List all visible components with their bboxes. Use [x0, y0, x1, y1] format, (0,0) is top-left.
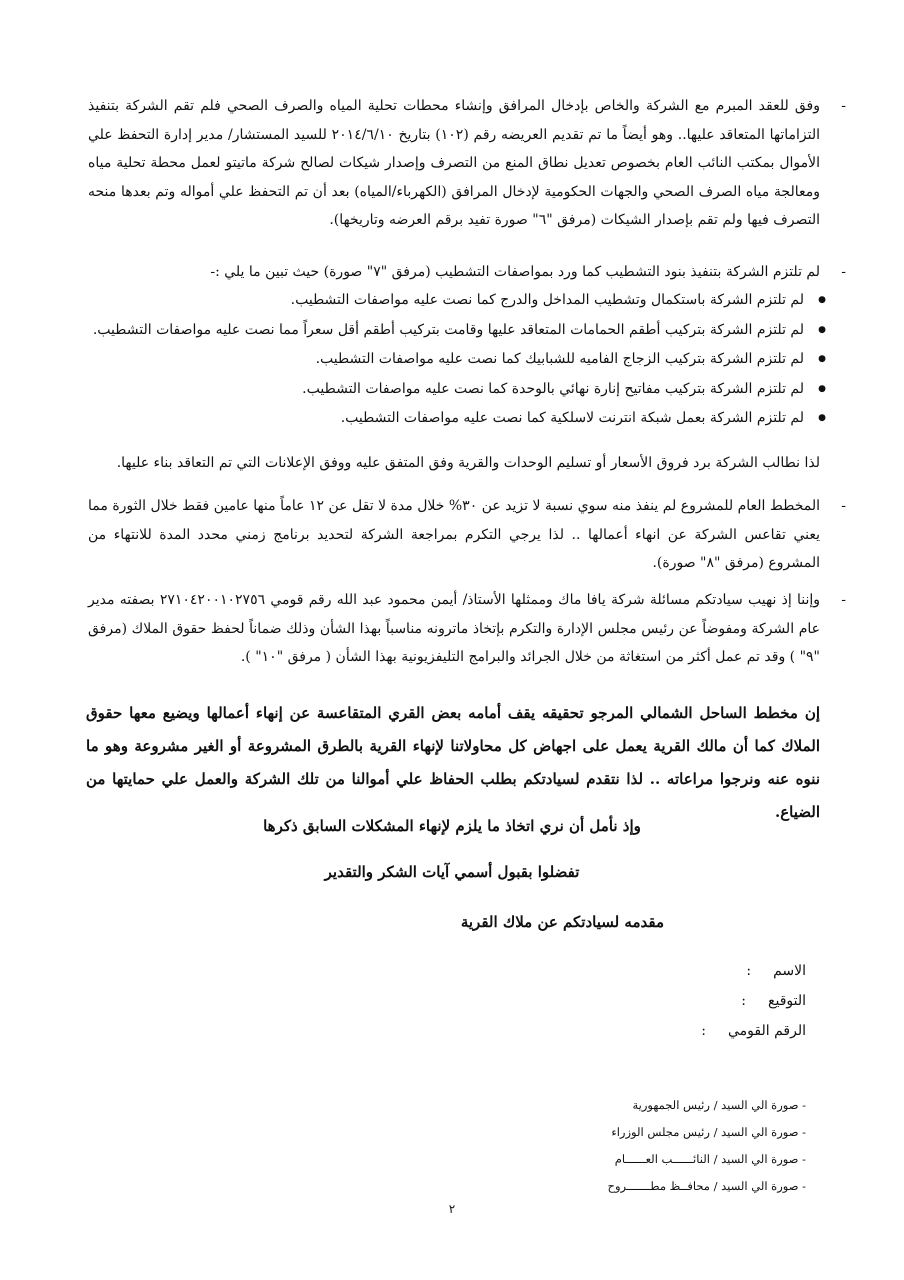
- clause-finishing-specs: - لم تلتزم الشركة بتنفيذ بنود التشطيب كما ورد بمواصفات التشطيب (مرفق "٧" صورة) حيث تبين ما يلي :-: [88, 258, 820, 287]
- cc-item: - صورة الي السيد / رئيس مجلس الوزراء: [611, 1125, 806, 1139]
- submitted-by: مقدمه لسيادتكم عن ملاك القرية: [460, 913, 664, 931]
- list-item: ● لم تلتزم الشركة باستكمال وتشطيب المداخل والدرج كما نصت عليه مواصفات التشطيب.: [84, 286, 804, 316]
- list-item: ● لم تلتزم الشركة بتركيب مفاتيح إنارة نهائي بالوحدة كما نصت عليه مواصفات التشطيب.: [84, 375, 804, 405]
- cc-item: - صورة الي السيد / محافــظ مطـــــــروح: [607, 1179, 806, 1193]
- colon: :: [741, 993, 747, 1009]
- signature-field: [741, 986, 806, 1016]
- colon: :: [746, 963, 752, 979]
- list-item: ● لم تلتزم الشركة بعمل شبكة انترنت لاسلكية كما نصت عليه مواصفات التشطيب.: [84, 404, 804, 434]
- cc-item: - صورة الي السيد / رئيس الجمهورية: [632, 1098, 806, 1112]
- colon: :: [701, 1023, 707, 1039]
- signature-label: التوقيع: [768, 993, 806, 1009]
- closing-thanks: تفضلوا بقبول أسمي آيات الشكر والتقدير: [324, 863, 580, 881]
- clause-accountability: - وإننا إذ نهيب سيادتكم مسائلة شركة يافا ماك وممثلها الأستاذ/ أيمن محمود عبد الله رقم قومي ٢٧١٠٤٢٠٠١٠٢٧٥٦ بصفته مدير عام الشركة ومفوضاً عن رئيس مجلس الإدارة والتكرم بإتخاذ ماترونه مناسباً بهذا الشأن وذلك ضماناً لحفظ حقوق الملاك (مرفق "٩" ) وقد تم عمل أكثر من استغاثة من خلال الجرائد والبرامج التليفزيونية بهذا الشأن ( مرفق "١٠" ).: [88, 586, 820, 672]
- list-item: ● لم تلتزم الشركة بتركيب الزجاج الفاميه للشبابيك كما نصت عليه مواصفات التشطيب.: [84, 345, 804, 375]
- page-number: ٢: [448, 1202, 456, 1216]
- copies-to-list: [608, 1092, 806, 1200]
- clause-master-plan: - المخطط العام للمشروع لم ينفذ منه سوي نسبة لا تزيد عن ٣٠% خلال مدة لا تقل عن ١٢ عاماً منها عامين فقط خلال الثورة مما يعني تقاعس الشركة عن انهاء أعمالها .. لذا يرجي التكرم بمراجعة الشركة لتحديد برنامج زمني محدد المدة للانتهاء من المشروع (مرفق "٨" صورة).: [88, 492, 820, 578]
- name-field: [746, 956, 806, 986]
- clause-contract-utilities: - وفق للعقد المبرم مع الشركة والخاص بإدخال المرافق وإنشاء محطات تحلية المياه والصرف الصحي فلم تقم الشركة بتنفيذ التزاماتها المتعاقد عليها.. وهو أيضاً ما تم تقديم العريضه رقم (١٠٢) بتاريخ ٢٠١٤/٦/١٠ للسيد المستشار/ مدير إدارة التحفظ علي الأموال بمكتب النائب العام بخصوص تعديل نطاق المنع من التصرف وإصدار شيكات لصالح شركة ماتيتو لعمل محطة تحلية مياه ومعالجة مياه الصرف الصحي والجهات الحكومية لإدخال المرافق (الكهرباء/المياه) بعد أن تم التحفظ علي أمواله وتم بعدها منحه التصرف فيها ولم تقم بإصدار الشيكات (مرفق "٦" صورة تفيد برقم العرضه وتاريخها).: [88, 92, 820, 235]
- closing-request: وإذ نأمل أن نري اتخاذ ما يلزم لإنهاء المشكلات السابق ذكرها: [263, 817, 641, 835]
- north-coast-paragraph: إن مخطط الساحل الشمالي المرجو تحقيقه يقف أمامه بعض القري المتقاعسة عن إنهاء أعمالها ويضيع معها حقوق الملاك كما أن مالك القرية يعمل على اجهاض كل محاولاتنا لإنهاء القرية بالطرق المشروعة أو الغير مشروعة وهو ما ننوه عنه ونرجوا مراعاته .. لذا نتقدم لسيادتكم بطلب الحفاظ علي أموالنا من تلك الشركة والعمل علي حمايتها من الضياع.: [86, 704, 820, 821]
- cc-item: - صورة الي السيد / النائــــــب العــــــام: [614, 1152, 806, 1166]
- name-label: الاسم: [773, 963, 806, 979]
- national-id-label: الرقم القومي: [728, 1023, 806, 1039]
- demand-line: لذا نطالب الشركة برد فروق الأسعار أو تسليم الوحدات والقرية وفق المتفق عليه ووفق الإعلانات التي تم التعاقد بناء عليها.: [116, 455, 820, 471]
- list-item: ● لم تلتزم الشركة بتركيب أطقم الحمامات المتعاقد عليها وقامت بتركيب أطقم أقل سعراً مما نصت عليه مواصفات التشطيب.: [84, 316, 804, 346]
- finishing-violations-list: [84, 286, 804, 434]
- national-id-field: [701, 1016, 806, 1046]
